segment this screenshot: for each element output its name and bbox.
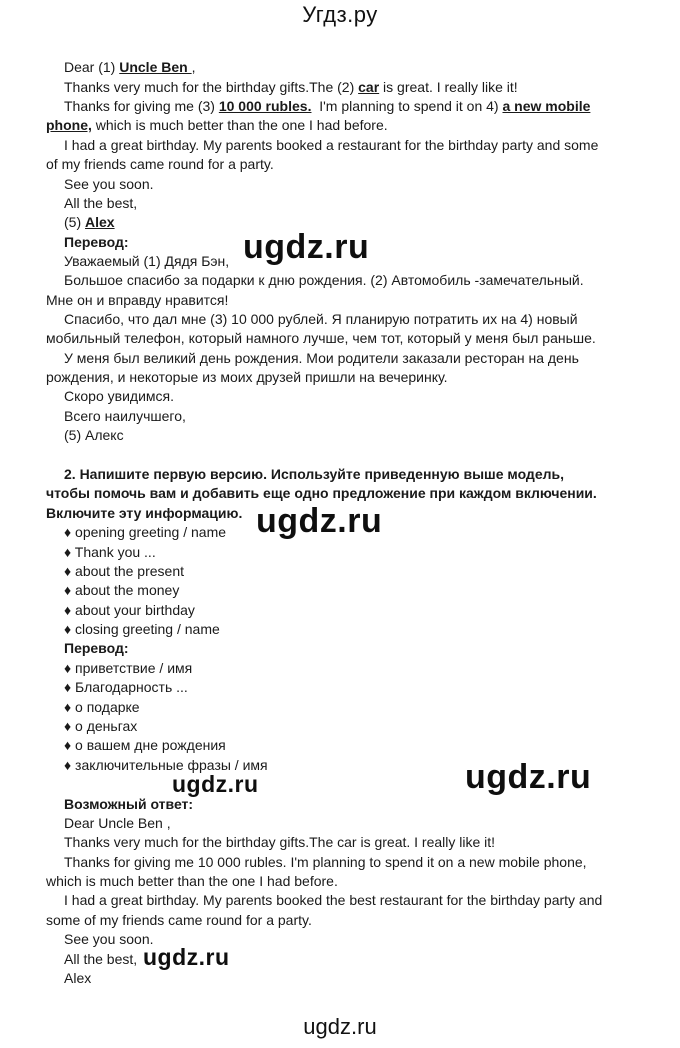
site-footer: ugdz.ru	[303, 1014, 377, 1039]
bullet-item-ru: ♦ о подарке	[64, 699, 140, 715]
bullet-item-en: ♦ about the money	[64, 582, 180, 598]
bullet-item-ru: ♦ о деньгах	[64, 718, 138, 734]
watermark: ugdz.ru	[172, 771, 259, 797]
answer-line: I had a great birthday. My parents booked the best restaurant for the birthday party and	[64, 892, 603, 908]
text: ,	[191, 59, 196, 75]
task2-heading-line: чтобы помочь вам и добавить еще одно предложение при каждом включении.	[46, 485, 597, 501]
answer-line: Thanks for giving me 10 000 rubles. I'm planning to spend it on a new mobile phone,	[64, 854, 587, 870]
blank-4-answer-cont: phone,	[46, 117, 92, 133]
bullet-item-en: ♦ opening greeting / name	[64, 524, 227, 540]
answer-line: some of my friends came round for a party.	[46, 912, 312, 928]
translation-line: Спасибо, что дал мне (3) 10 000 рублей. Я планирую потратить их на 4) новый	[64, 311, 578, 327]
answer-line: which is much better than the one I had before.	[46, 873, 338, 889]
blank-4-answer: a new mobile	[502, 98, 591, 114]
answer-line: See you soon.	[64, 931, 154, 947]
translation-line: мобильный телефон, который намного лучше, чем тот, который у меня был раньше.	[46, 330, 596, 346]
answer-line: Alex	[64, 970, 92, 986]
blank-1-answer: Uncle Ben	[119, 59, 192, 75]
task2-translation-heading: Перевод:	[64, 640, 129, 656]
bullet-item-en: ♦ about the present	[64, 563, 185, 579]
bullet-item-en: ♦ closing greeting / name	[64, 621, 220, 637]
bullet-item-ru: ♦ Благодарность ...	[64, 679, 188, 695]
blank-5-answer: Alex	[85, 214, 115, 230]
text: Thanks very much for the birthday gifts.The (2)	[64, 79, 359, 95]
answer-line: Dear Uncle Ben ,	[64, 815, 171, 831]
bullet-item-ru: ♦ приветствие / имя	[64, 660, 193, 676]
site-title: Угдз.ру	[302, 2, 378, 27]
watermark: ugdz.ru	[143, 944, 230, 970]
task2-heading-line: 2. Напишите первую версию. Используйте приведенную выше модель,	[64, 466, 564, 482]
blank-3-answer: 10 000 rubles.	[218, 98, 312, 114]
translation-line: Уважаемый (1) Дядя Бэн,	[64, 253, 230, 269]
bullet-item-ru: ♦ о вашем дне рождения	[64, 737, 226, 753]
text: (5)	[64, 214, 85, 230]
letter-line-9	[64, 213, 115, 232]
translation-line: Скоро увидимся.	[64, 388, 174, 404]
blank-2-answer: car	[358, 79, 380, 95]
translation-line: Мне он и вправду нравится!	[46, 292, 229, 308]
letter-line-2	[64, 78, 518, 97]
text: is great. I really like it!	[379, 79, 518, 95]
letter-line-8: All the best,	[64, 195, 138, 211]
watermark: ugdz.ru	[256, 502, 383, 540]
bullet-item-en: ♦ about your birthday	[64, 602, 195, 618]
text: Thanks for giving me (3)	[64, 98, 219, 114]
task2-heading-line: Включите эту информацию.	[46, 505, 243, 521]
text: Dear (1)	[64, 59, 120, 75]
translation-line: (5) Алекс	[64, 427, 124, 443]
letter-line-4	[46, 116, 388, 135]
bullet-item-en: ♦ Thank you ...	[64, 544, 156, 560]
answer-heading: Возможный ответ:	[64, 796, 194, 812]
translation-line: Большое спасибо за подарки к дню рождения. (2) Автомобиль -замечательный.	[64, 272, 584, 288]
letter-line-6: of my friends came round for a party.	[46, 156, 274, 172]
letter-line-3	[64, 97, 590, 116]
bullet-item-ru: ♦ заключительные фразы / имя	[64, 757, 268, 773]
watermark: ugdz.ru	[243, 228, 370, 266]
letter-line-5: I had a great birthday. My parents booked a restaurant for the birthday party and some	[64, 137, 599, 153]
letter-line-7: See you soon.	[64, 176, 154, 192]
translation-line: рождения, и некоторые из моих друзей пришли на вечеринку.	[46, 369, 448, 385]
answer-line: All the best,	[64, 951, 138, 967]
text: which is much better than the one I had before.	[91, 117, 388, 133]
text: I'm planning to spend it on 4)	[311, 98, 503, 114]
translation-line: У меня был великий день рождения. Мои родители заказали ресторан на день	[64, 350, 579, 366]
translation-line: Всего наилучшего,	[64, 408, 186, 424]
translation-heading: Перевод:	[64, 234, 129, 250]
letter-line-1	[64, 58, 195, 77]
answer-line: Thanks very much for the birthday gifts.The car is great. I really like it!	[64, 834, 496, 850]
watermark: ugdz.ru	[465, 758, 592, 796]
